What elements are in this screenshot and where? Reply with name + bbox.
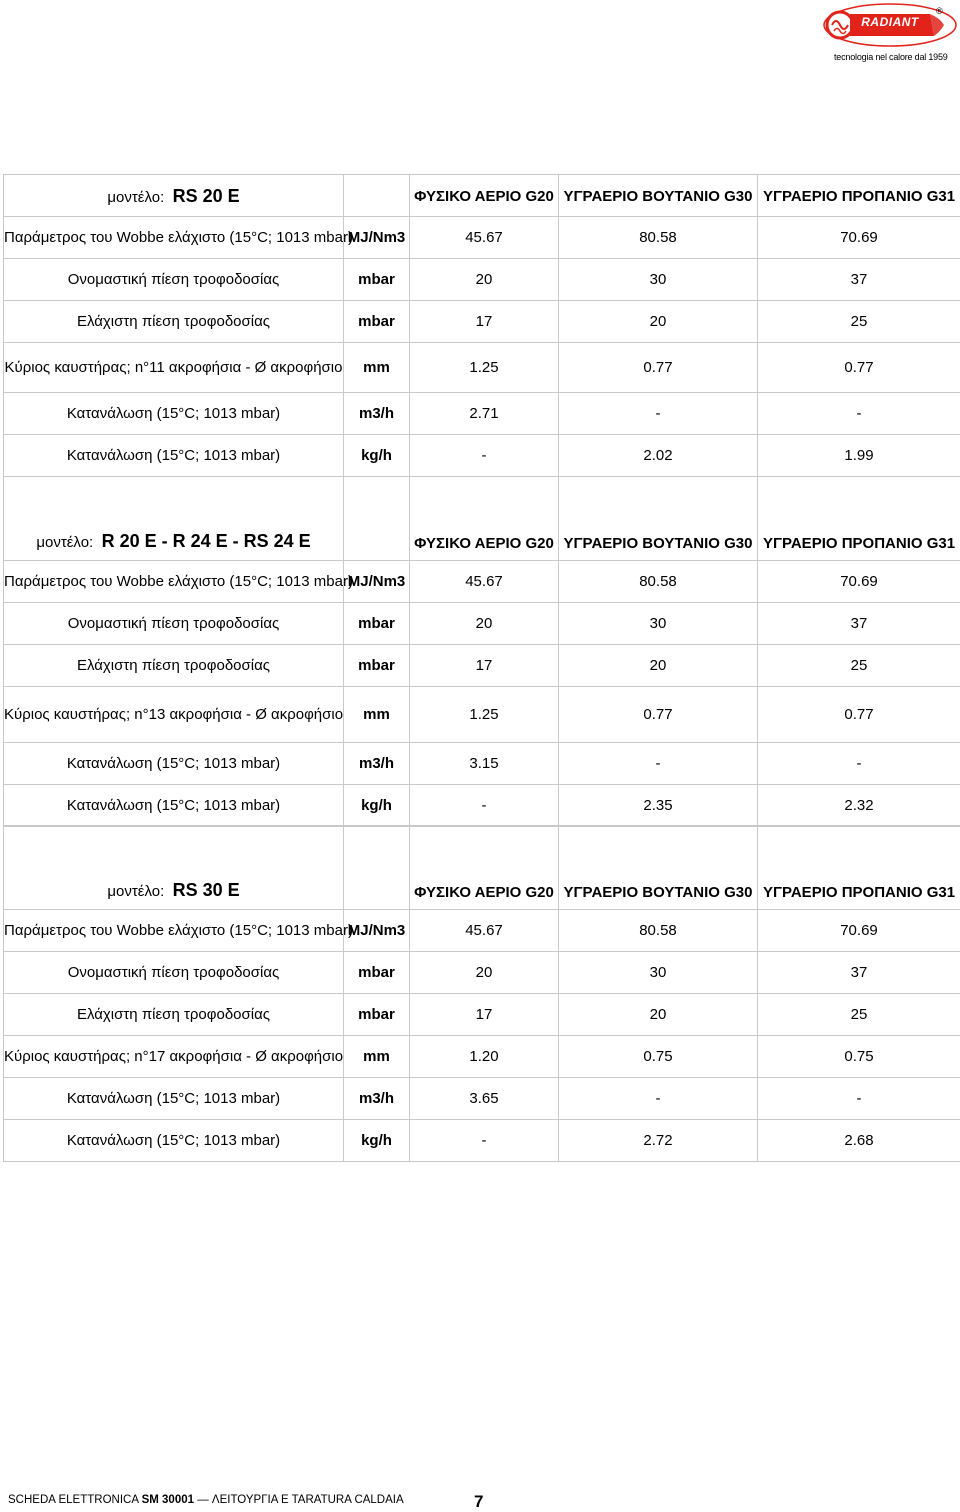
row-unit: kg/h <box>344 785 410 827</box>
value-g30: 2.02 <box>559 435 758 477</box>
table-row <box>4 343 960 393</box>
page-number: 7 <box>474 1492 484 1511</box>
value-g31: 1.99 <box>758 435 960 477</box>
row-unit: mbar <box>344 994 410 1036</box>
value-g31: 70.69 <box>758 910 960 952</box>
footer-code: SM 30001 <box>141 1494 195 1506</box>
row-label: Κύριος καυστήρας; n°13 ακροφήσια - Ø ακροφήσιο <box>4 687 344 743</box>
table-row <box>4 393 960 435</box>
gas-header-g20: ΦΥΣΙΚΟ ΑΕΡΙΟ G20 <box>410 477 559 561</box>
value-g20: 3.65 <box>410 1078 559 1120</box>
value-g20: - <box>410 785 559 827</box>
value-g30: 20 <box>559 994 758 1036</box>
value-g30: 2.35 <box>559 785 758 827</box>
value-g30: - <box>559 393 758 435</box>
row-label: Παράμετρος του Wobbe ελάχιστο (15°C; 1013 mbar) <box>4 910 344 952</box>
row-label: Ελάχιστη πίεση τροφοδοσίας <box>4 994 344 1036</box>
table-row <box>4 603 960 645</box>
row-label: Ελάχιστη πίεση τροφοδοσίας <box>4 645 344 687</box>
gas-header-g20: ΦΥΣΙΚΟ ΑΕΡΙΟ G20 <box>410 826 559 910</box>
value-g30: 80.58 <box>559 910 758 952</box>
table-header-row <box>4 175 960 217</box>
value-g20: 2.71 <box>410 393 559 435</box>
row-unit: mbar <box>344 645 410 687</box>
value-g20: 17 <box>410 994 559 1036</box>
model-cell <box>4 477 344 561</box>
logo-tagline: tecnologia nel calore dal 1959 <box>834 52 948 62</box>
row-label: Ονομαστική πίεση τροφοδοσίας <box>4 603 344 645</box>
row-unit: m3/h <box>344 743 410 785</box>
table-row <box>4 687 960 743</box>
row-label: Παράμετρος του Wobbe ελάχιστο (15°C; 1013 mbar) <box>4 561 344 603</box>
table-header-row <box>4 477 960 561</box>
value-g31: 25 <box>758 645 960 687</box>
table-row <box>4 1078 960 1120</box>
value-g31: - <box>758 1078 960 1120</box>
value-g31: 0.77 <box>758 343 960 393</box>
value-g31: 2.68 <box>758 1120 960 1162</box>
row-label: Κύριος καυστήρας; n°11 ακροφήσια - Ø ακροφήσιο <box>4 343 344 393</box>
row-unit: mbar <box>344 952 410 994</box>
row-label: Κατανάλωση (15°C; 1013 mbar) <box>4 435 344 477</box>
value-g30: 30 <box>559 952 758 994</box>
table-row <box>4 561 960 603</box>
table-row <box>4 952 960 994</box>
unit-header-cell <box>344 477 410 561</box>
row-label: Κύριος καυστήρας; n°17 ακροφήσια - Ø ακροφήσιο <box>4 1036 344 1078</box>
value-g30: 30 <box>559 259 758 301</box>
table-row <box>4 259 960 301</box>
table-row <box>4 910 960 952</box>
value-g20: 20 <box>410 603 559 645</box>
value-g30: 80.58 <box>559 217 758 259</box>
model-cell <box>4 175 344 217</box>
table-row <box>4 645 960 687</box>
value-g30: - <box>559 743 758 785</box>
row-unit: kg/h <box>344 1120 410 1162</box>
gas-header-g30: ΥΓΡΑΕΡΙΟ ΒΟΥΤΑΝΙΟ G30 <box>559 826 758 910</box>
value-g31: 70.69 <box>758 561 960 603</box>
value-g31: 37 <box>758 952 960 994</box>
footer-prefix: SCHEDA ELETTRONICA <box>8 1494 139 1506</box>
model-prefix: μοντέλο: <box>107 189 165 206</box>
row-unit: mm <box>344 1036 410 1078</box>
row-unit: MJ/Nm3 <box>344 217 410 259</box>
value-g30: 20 <box>559 645 758 687</box>
row-unit: mbar <box>344 301 410 343</box>
value-g20: 17 <box>410 301 559 343</box>
row-label: Ονομαστική πίεση τροφοδοσίας <box>4 259 344 301</box>
registered-mark: ® <box>936 6 943 16</box>
gas-header-g31: ΥΓΡΑΕΡΙΟ ΠΡΟΠΑΝΙΟ G31 <box>758 175 960 217</box>
model-cell <box>4 826 344 910</box>
gas-header-g20: ΦΥΣΙΚΟ ΑΕΡΙΟ G20 <box>410 175 559 217</box>
value-g20: 45.67 <box>410 910 559 952</box>
value-g20: - <box>410 1120 559 1162</box>
table-row <box>4 1036 960 1078</box>
row-unit: MJ/Nm3 <box>344 561 410 603</box>
page-footer <box>8 1494 404 1506</box>
row-label: Κατανάλωση (15°C; 1013 mbar) <box>4 785 344 827</box>
spec-table-r20e-r24e-rs24e <box>3 476 960 827</box>
row-label: Παράμετρος του Wobbe ελάχιστο (15°C; 1013 mbar) <box>4 217 344 259</box>
value-g30: - <box>559 1078 758 1120</box>
value-g20: 1.25 <box>410 343 559 393</box>
model-prefix: μοντέλο: <box>36 534 94 551</box>
value-g20: 20 <box>410 259 559 301</box>
row-unit: mbar <box>344 603 410 645</box>
value-g20: 1.25 <box>410 687 559 743</box>
spec-table-rs20e <box>3 174 960 477</box>
gas-header-g30: ΥΓΡΑΕΡΙΟ ΒΟΥΤΑΝΙΟ G30 <box>559 477 758 561</box>
value-g31: 0.77 <box>758 687 960 743</box>
value-g31: 25 <box>758 994 960 1036</box>
table-row <box>4 301 960 343</box>
value-g30: 20 <box>559 301 758 343</box>
gas-header-g31: ΥΓΡΑΕΡΙΟ ΠΡΟΠΑΝΙΟ G31 <box>758 477 960 561</box>
value-g30: 30 <box>559 603 758 645</box>
value-g20: 17 <box>410 645 559 687</box>
row-label: Κατανάλωση (15°C; 1013 mbar) <box>4 1120 344 1162</box>
value-g20: 3.15 <box>410 743 559 785</box>
value-g30: 0.75 <box>559 1036 758 1078</box>
table-row <box>4 435 960 477</box>
row-unit: kg/h <box>344 435 410 477</box>
unit-header-cell <box>344 826 410 910</box>
logo-brand-text: RADIANT <box>861 15 919 29</box>
table-row <box>4 785 960 827</box>
value-g31: 37 <box>758 259 960 301</box>
row-unit: m3/h <box>344 393 410 435</box>
table-row <box>4 217 960 259</box>
model-prefix: μοντέλο: <box>107 883 165 900</box>
value-g30: 0.77 <box>559 687 758 743</box>
row-unit: m3/h <box>344 1078 410 1120</box>
value-g30: 2.72 <box>559 1120 758 1162</box>
value-g31: - <box>758 393 960 435</box>
table-header-row <box>4 826 960 910</box>
table-row <box>4 743 960 785</box>
value-g31: 0.75 <box>758 1036 960 1078</box>
unit-header-cell <box>344 175 410 217</box>
model-name: R 20 E - R 24 E - RS 24 E <box>101 531 311 551</box>
model-name: RS 30 E <box>172 880 240 900</box>
value-g20: 45.67 <box>410 561 559 603</box>
value-g31: - <box>758 743 960 785</box>
gas-header-g30: ΥΓΡΑΕΡΙΟ ΒΟΥΤΑΝΙΟ G30 <box>559 175 758 217</box>
value-g30: 80.58 <box>559 561 758 603</box>
value-g20: 45.67 <box>410 217 559 259</box>
row-unit: mbar <box>344 259 410 301</box>
row-unit: mm <box>344 687 410 743</box>
value-g31: 37 <box>758 603 960 645</box>
model-name: RS 20 E <box>172 186 240 206</box>
row-unit: mm <box>344 343 410 393</box>
row-unit: MJ/Nm3 <box>344 910 410 952</box>
value-g31: 2.32 <box>758 785 960 827</box>
row-label: Κατανάλωση (15°C; 1013 mbar) <box>4 1078 344 1120</box>
footer-title: — ΛΕΙΤΟΥΡΓΙΑ E TARATURA CALDAIA <box>197 1494 404 1506</box>
radiant-logo <box>822 2 958 66</box>
table-row <box>4 1120 960 1162</box>
row-label: Ονομαστική πίεση τροφοδοσίας <box>4 952 344 994</box>
value-g30: 0.77 <box>559 343 758 393</box>
row-label: Κατανάλωση (15°C; 1013 mbar) <box>4 743 344 785</box>
spec-table-rs30e <box>3 825 960 1162</box>
row-label: Κατανάλωση (15°C; 1013 mbar) <box>4 393 344 435</box>
value-g20: - <box>410 435 559 477</box>
value-g31: 70.69 <box>758 217 960 259</box>
value-g20: 1.20 <box>410 1036 559 1078</box>
gas-header-g31: ΥΓΡΑΕΡΙΟ ΠΡΟΠΑΝΙΟ G31 <box>758 826 960 910</box>
row-label: Ελάχιστη πίεση τροφοδοσίας <box>4 301 344 343</box>
table-row <box>4 994 960 1036</box>
value-g20: 20 <box>410 952 559 994</box>
value-g31: 25 <box>758 301 960 343</box>
